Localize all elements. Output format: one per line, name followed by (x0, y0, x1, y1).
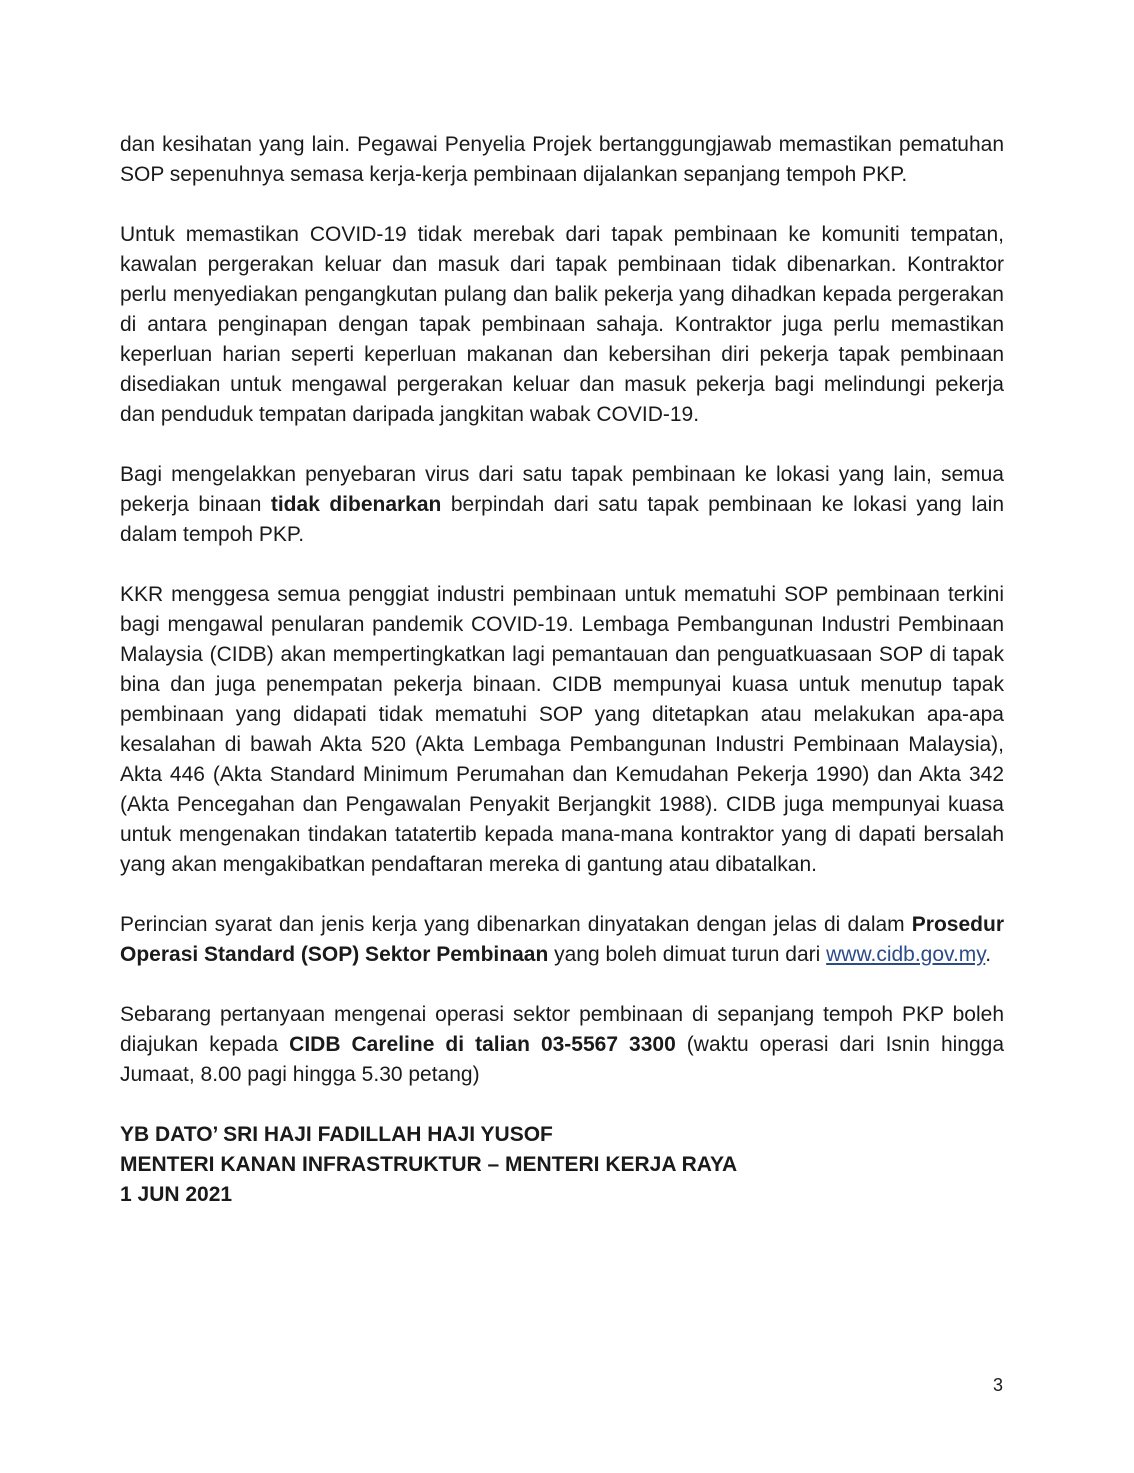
paragraph-1-text: dan kesihatan yang lain. Pegawai Penyelia Projek bertanggungjawab memastikan pematuhan SOP sepenuhnya semasa kerja-kerja pembinaan dijalankan sepanjang tempoh PKP. (120, 133, 1004, 186)
document-body (120, 130, 1004, 1210)
careline-contact: CIDB Careline di talian 03-5567 3300 (289, 1033, 676, 1056)
paragraph-6-text-before: Sebarang pertanyaan mengenai operasi sektor pembinaan di sepanjang tempoh PKP boleh diajukan kepada (120, 1003, 1004, 1056)
paragraph-2-text: Untuk memastikan COVID-19 tidak merebak dari tapak pembinaan ke komuniti tempatan, kawalan pergerakan keluar dan masuk dari tapak pembinaan tidak dibenarkan. Kontraktor perlu menyediakan pengangkutan pulang dan balik pekerja yang dihadkan kepada pergerakan di antara penginapan dengan tapak pembinaan sahaja. Kontraktor juga perlu memastikan keperluan harian seperti keperluan makanan dan kebersihan diri pekerja tapak pembinaan disediakan untuk mengawal pergerakan keluar dan masuk pekerja bagi melindungi pekerja dan penduduk tempatan daripada jangkitan wabak COVID-19. (120, 223, 1004, 426)
statement-date: 1 JUN 2021 (120, 1183, 233, 1206)
paragraph-3-text-before: Bagi mengelakkan penyebaran virus dari satu tapak pembinaan ke lokasi yang lain, semua pekerja binaan (120, 463, 1004, 516)
paragraph-1 (120, 130, 1004, 190)
paragraph-3-bold-text: tidak dibenarkan (270, 493, 442, 516)
paragraph-5-text-before: Perincian syarat dan jenis kerja yang dibenarkan dinyatakan dengan jelas di dalam (120, 913, 912, 936)
paragraph-6 (120, 1000, 1004, 1090)
signatory-title: MENTERI KANAN INFRASTRUKTUR – MENTERI KERJA RAYA (120, 1153, 738, 1176)
paragraph-5-text-middle: yang boleh dimuat turun dari (548, 943, 827, 966)
signature-block (120, 1120, 1004, 1210)
cidb-website-link[interactable]: www.cidb.gov.my (826, 943, 986, 966)
paragraph-4-text: KKR menggesa semua penggiat industri pembinaan untuk mematuhi SOP pembinaan terkini bagi mengawal penularan pandemik COVID-19. Lembaga Pembangunan Industri Pembinaan Malaysia (CIDB) akan mempertingkatkan lagi pemantauan dan penguatkuasaan SOP di tapak bina dan juga penempatan pekerja binaan. CIDB mempunyai kuasa untuk menutup tapak pembinaan yang didapati tidak mematuhi SOP yang ditetapkan atau melakukan apa-apa kesalahan di bawah Akta 520 (Akta Lembaga Pembangunan Industri Pembinaan Malaysia), Akta 446 (Akta Standard Minimum Perumahan dan Kemudahan Pekerja 1990) dan Akta 342 (Akta Pencegahan dan Pengawalan Penyakit Berjangkit 1988). CIDB juga mempunyai kuasa untuk mengenakan tindakan tatatertib kepada mana-mana kontraktor yang di dapati bersalah yang akan mengakibatkan pendaftaran mereka di gantung atau dibatalkan. (120, 583, 1004, 876)
paragraph-3-text-after: berpindah dari satu tapak pembinaan ke lokasi yang lain dalam tempoh PKP. (120, 493, 1005, 546)
paragraph-2 (120, 220, 1004, 430)
sop-document-title: Prosedur Operasi Standard (SOP) Sektor Pembinaan (120, 913, 1004, 966)
paragraph-4 (120, 580, 1004, 880)
paragraph-5-text-after: . (985, 943, 992, 966)
paragraph-3 (120, 460, 1004, 550)
paragraph-6-text-after: (waktu operasi dari Isnin hingga Jumaat, 8.00 pagi hingga 5.30 petang) (120, 1033, 1005, 1086)
page-number: 3 (992, 1375, 1003, 1395)
signatory-name: YB DATO’ SRI HAJI FADILLAH HAJI YUSOF (120, 1123, 553, 1146)
paragraph-5 (120, 910, 1004, 970)
